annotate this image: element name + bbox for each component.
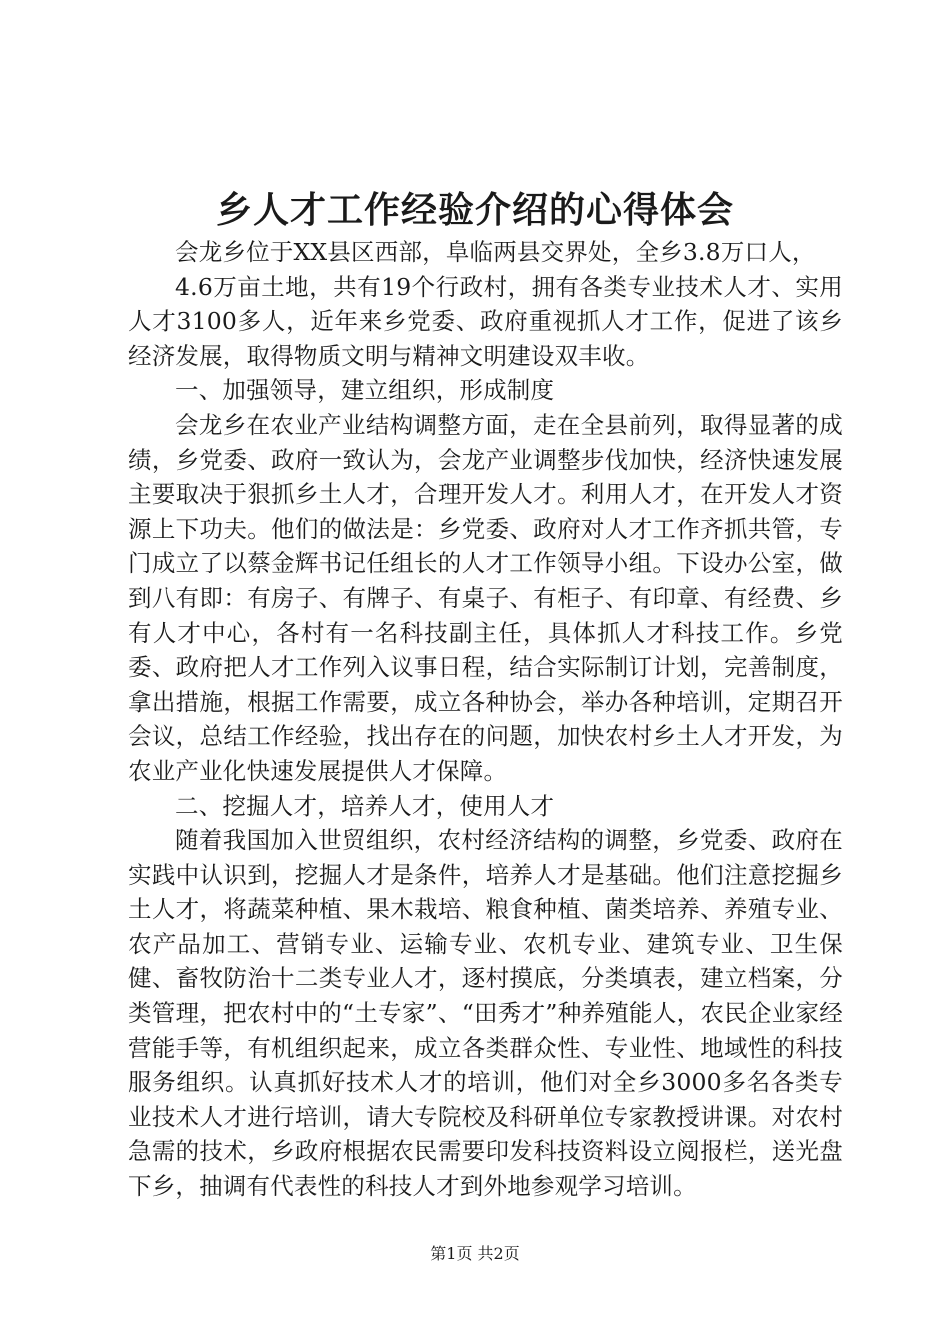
paragraph-section-2: 随着我国加入世贸组织，农村经济结构的调整，乡党委、政府在实践中认识到，挖掘人才是条件，培养人才是基础。他们注意挖掘乡土人才，将蔬菜种植、果木栽培、粮食种植、菌类培养、养殖专业、农产品加工、营销专业、运输专业、农机专业、建筑专业、卫生保健、畜牧防治十二类专业人才，逐村摸底，分类填表，建立档案，分类管理，把农村中的“土专家”、“田秀才”种养殖能人，农民企业家经营能手等，有机组织起来，成立各类群众性、专业性、地域性的科技服务组织。认真抓好技术人才的培训，他们对全乡3000多名各类专业技术人才进行培训，请大专院校及科研单位专家教授讲课。对农村急需的技术，乡政府根据农民需要印发科技资料设立阅报栏，送光盘下乡，抽调有代表性的科技人才到外地参观学习培训。 [128,826,843,1201]
section-heading-1: 一、加强领导，建立组织，形成制度 [175,376,555,405]
document-title: 乡人才工作经验介绍的心得体会 [215,189,734,231]
section-heading-2: 二、挖掘人才，培养人才，使用人才 [175,791,555,820]
paragraph-section-1: 会龙乡在农业产业结构调整方面，走在全县前列，取得显著的成绩，乡党委、政府一致认为，会龙产业调整步伐加快，经济快速发展主要取决于狠抓乡土人才，合理开发人才。利用人才，在开发人才资源上下功夫。他们的做法是：乡党委、政府对人才工作齐抓共管，专门成立了以蔡金辉书记任组长的人才工作领导小组。下设办公室，做到八有即：有房子、有牌子、有桌子、有柜子、有印章、有经费、乡有人才中心，各村有一名科技副主任，具体抓人才科技工作。乡党委、政府把人才工作列入议事日程，结合实际制订计划，完善制度，拿出措施，根据工作需要，成立各种协会，举办各种培训，定期召开会议，总结工作经验，找出存在的问题，加快农村乡土人才开发，为农业产业化快速发展提供人才保障。 [128,410,843,785]
document-body [128,235,843,1204]
paragraph-overview: 4.6万亩土地，共有19个行政村，拥有各类专业技术人才、实用人才3100多人，近年来乡党委、政府重视抓人才工作，促进了该乡经济发展，取得物质文明与精神文明建设双丰收。 [128,272,843,370]
page-number-footer: 第1页 共2页 [430,1244,520,1263]
paragraph-intro: 会龙乡位于XX县区西部，阜临两县交界处，全乡3.8万口人， [175,238,816,266]
